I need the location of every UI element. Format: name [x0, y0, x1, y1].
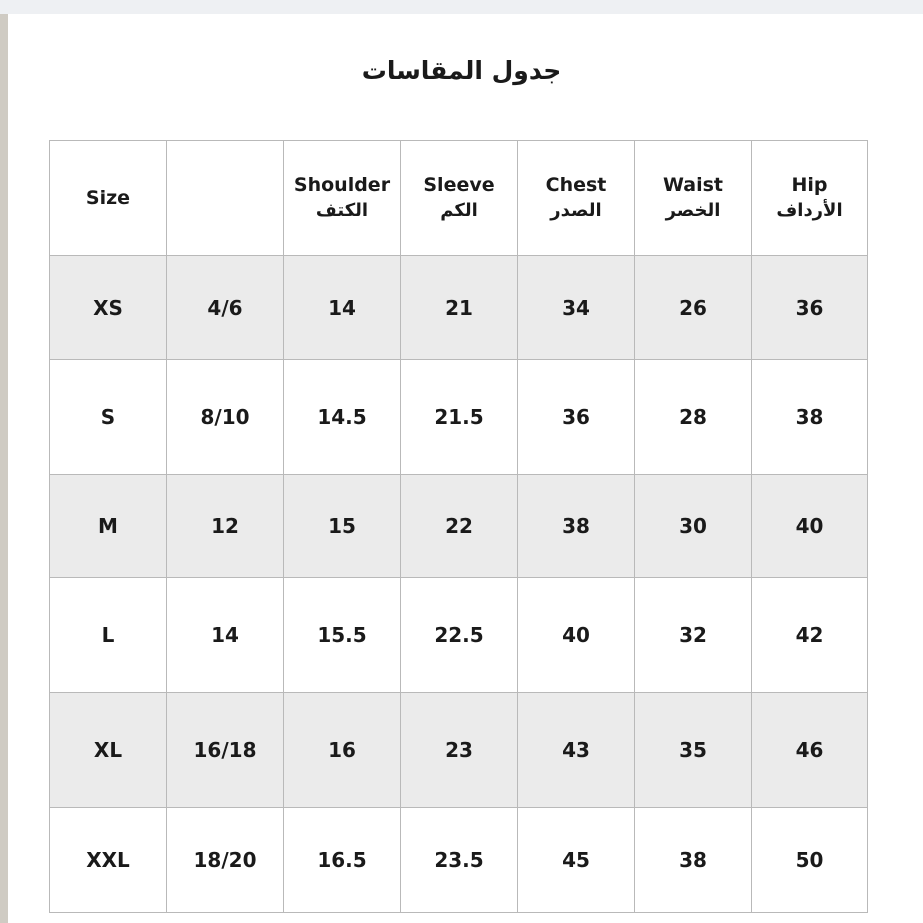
cell-chest: 40 — [518, 578, 635, 693]
cell-waist: 30 — [635, 475, 752, 578]
header-size: Size — [50, 141, 167, 256]
header-hip: Hip الأرداف — [752, 141, 868, 256]
cell-hip: 36 — [752, 256, 868, 360]
cell-hip: 40 — [752, 475, 868, 578]
cell-chest: 45 — [518, 808, 635, 913]
cell-sleeve: 21.5 — [401, 360, 518, 475]
table-row — [50, 256, 868, 360]
cell-shoulder: 16.5 — [284, 808, 401, 913]
cell-size: M — [50, 475, 167, 578]
cell-us-size: 8/10 — [167, 360, 284, 475]
cell-chest: 36 — [518, 360, 635, 475]
cell-shoulder: 16 — [284, 693, 401, 808]
table-row — [50, 693, 868, 808]
cell-size: S — [50, 360, 167, 475]
table-row — [50, 360, 868, 475]
cell-sleeve: 21 — [401, 256, 518, 360]
cell-sleeve: 22 — [401, 475, 518, 578]
cell-hip: 46 — [752, 693, 868, 808]
table-row — [50, 475, 868, 578]
cell-chest: 34 — [518, 256, 635, 360]
header-row — [50, 141, 868, 256]
top-strip — [0, 0, 923, 14]
cell-waist: 32 — [635, 578, 752, 693]
header-sleeve: Sleeve الكم — [401, 141, 518, 256]
cell-chest: 38 — [518, 475, 635, 578]
cell-shoulder: 15.5 — [284, 578, 401, 693]
table-row — [50, 578, 868, 693]
cell-us-size: 16/18 — [167, 693, 284, 808]
header-waist: Waist الخصر — [635, 141, 752, 256]
cell-shoulder: 14 — [284, 256, 401, 360]
cell-us-size: 12 — [167, 475, 284, 578]
cell-waist: 38 — [635, 808, 752, 913]
cell-shoulder: 15 — [284, 475, 401, 578]
header-us-size — [167, 141, 284, 256]
cell-sleeve: 23 — [401, 693, 518, 808]
table-row — [50, 808, 868, 913]
header-shoulder: Shoulder الكتف — [284, 141, 401, 256]
header-chest: Chest الصدر — [518, 141, 635, 256]
size-chart-table — [49, 140, 868, 913]
cell-size: XL — [50, 693, 167, 808]
cell-us-size: 14 — [167, 578, 284, 693]
cell-hip: 50 — [752, 808, 868, 913]
cell-waist: 28 — [635, 360, 752, 475]
cell-us-size: 4/6 — [167, 256, 284, 360]
cell-chest: 43 — [518, 693, 635, 808]
cell-size: XS — [50, 256, 167, 360]
cell-sleeve: 22.5 — [401, 578, 518, 693]
cell-size: XXL — [50, 808, 167, 913]
cell-size: L — [50, 578, 167, 693]
cell-waist: 35 — [635, 693, 752, 808]
left-strip — [0, 14, 8, 923]
cell-shoulder: 14.5 — [284, 360, 401, 475]
page-title: جدول المقاسات — [361, 56, 562, 85]
cell-waist: 26 — [635, 256, 752, 360]
cell-us-size: 18/20 — [167, 808, 284, 913]
cell-hip: 38 — [752, 360, 868, 475]
cell-sleeve: 23.5 — [401, 808, 518, 913]
cell-hip: 42 — [752, 578, 868, 693]
